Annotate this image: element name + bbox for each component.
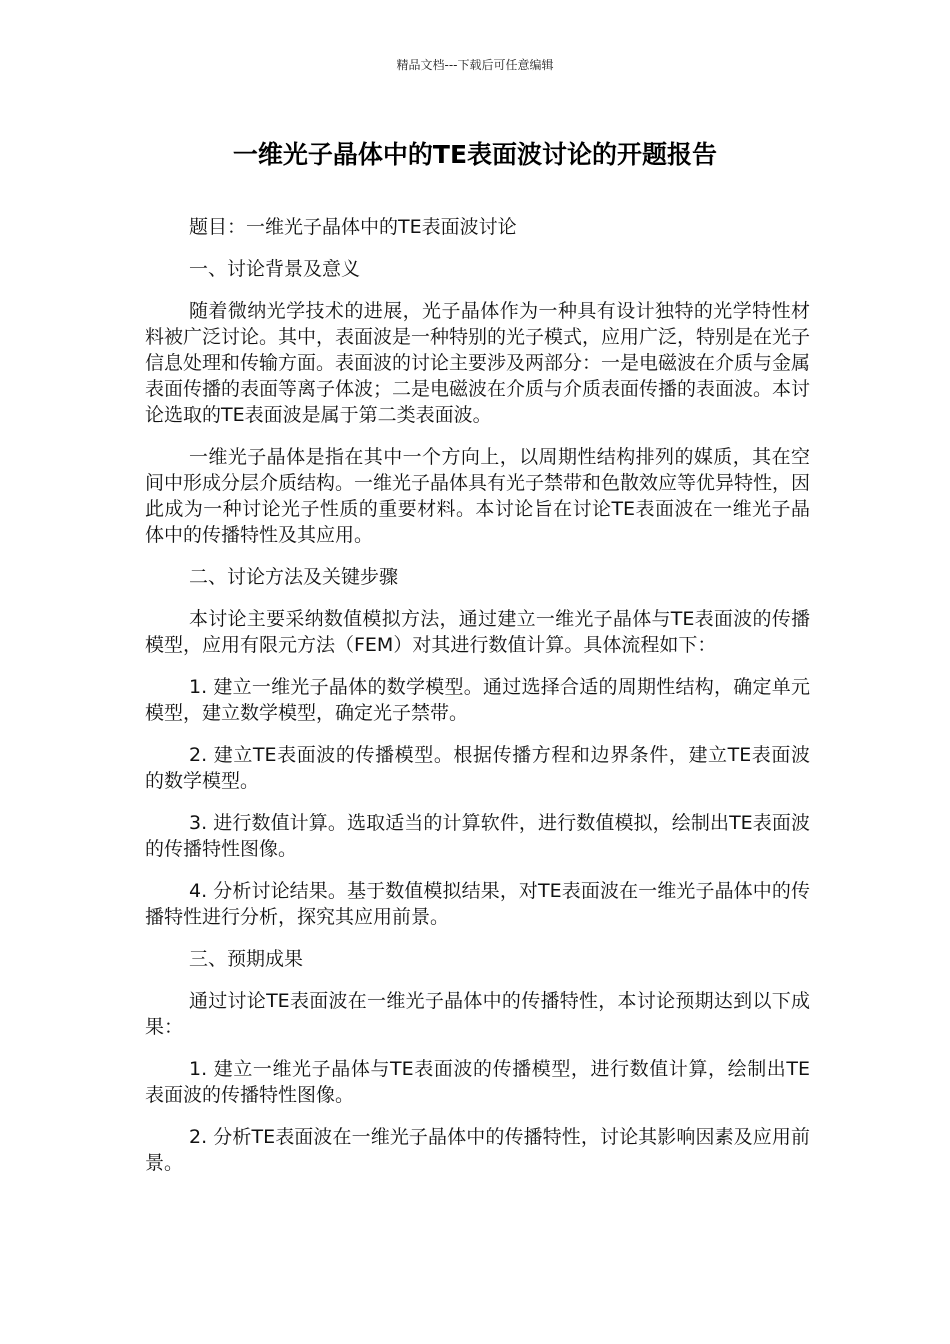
topic-line: 题目：一维光子晶体中的TE表面波讨论 (189, 216, 517, 238)
outcome-item-1: 1. 建立一维光子晶体与TE表面波的传播模型，进行数值计算，绘制出TE表面波的传播特性图像。 (145, 1058, 810, 1106)
paragraph-outcomes-intro: 通过讨论TE表面波在一维光子晶体中的传播特性，本讨论预期达到以下成果： (145, 990, 810, 1038)
section-heading-background: 一、讨论背景及意义 (189, 258, 361, 280)
section-heading-method: 二、讨论方法及关键步骤 (189, 566, 399, 588)
method-step-3: 3. 进行数值计算。选取适当的计算软件，进行数值模拟，绘制出TE表面波的传播特性图像。 (145, 812, 810, 860)
method-step-1: 1. 建立一维光子晶体的数学模型。通过选择合适的周期性结构，确定单元模型，建立数学模型，确定光子禁带。 (145, 676, 810, 724)
section-heading-outcomes: 三、预期成果 (189, 948, 304, 970)
method-step-4: 4. 分析讨论结果。基于数值模拟结果，对TE表面波在一维光子晶体中的传播特性进行分析，探究其应用前景。 (145, 880, 810, 928)
method-step-2: 2. 建立TE表面波的传播模型。根据传播方程和边界条件，建立TE表面波的数学模型。 (145, 744, 810, 792)
document-body (145, 214, 810, 1192)
document-title: 一维光子晶体中的TE表面波讨论的开题报告 (232, 140, 718, 169)
paragraph-background-1: 随着微纳光学技术的进展，光子晶体作为一种具有设计独特的光学特性材料被广泛讨论。其中，表面波是一种特别的光子模式，应用广泛，特别是在光子信息处理和传输方面。表面波的讨论主要涉及两部分：一是电磁波在介质与金属表面传播的表面等离子体波；二是电磁波在介质与介质表面传播的表面波。本讨论选取的TE表面波是属于第二类表面波。 (145, 300, 811, 426)
paragraph-method-intro: 本讨论主要采纳数值模拟方法，通过建立一维光子晶体与TE表面波的传播模型，应用有限元方法（FEM）对其进行数值计算。具体流程如下： (145, 608, 810, 656)
header-note: 精品文档---下载后可任意编辑 (396, 58, 554, 72)
outcome-item-2: 2. 分析TE表面波在一维光子晶体中的传播特性，讨论其影响因素及应用前景。 (145, 1126, 810, 1174)
paragraph-background-2: 一维光子晶体是指在其中一个方向上，以周期性结构排列的媒质，其在空间中形成分层介质结构。一维光子晶体具有光子禁带和色散效应等优异特性，因此成为一种讨论光子性质的重要材料。本讨论旨在讨论TE表面波在一维光子晶体中的传播特性及其应用。 (145, 446, 811, 546)
